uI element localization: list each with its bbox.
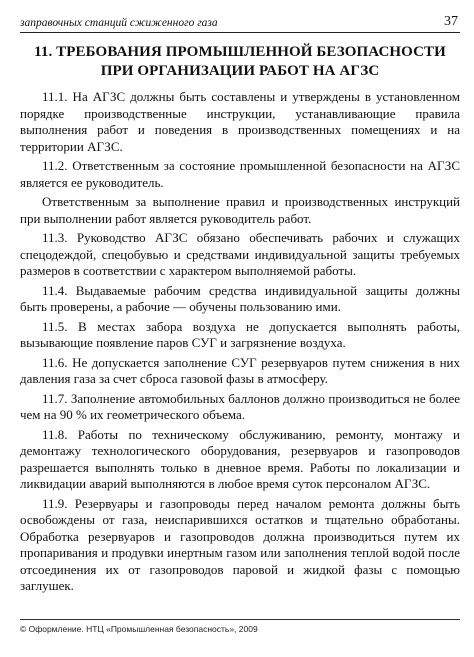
paragraph-11-2: 11.2. Ответственным за состояние промышленной безопасности на АГЗС является ее руководитель. <box>20 158 460 190</box>
paragraph-11-7: 11.7. Заполнение автомобильных баллонов должно производиться не более чем на 90 % их геометрического объема. <box>20 390 460 422</box>
paragraph-11-5: 11.5. В местах забора воздуха не допускается выполнять работы, вызывающие появление паров СУГ и загрязнение воздуха. <box>20 318 460 350</box>
document-page <box>20 10 460 650</box>
footer-divider <box>20 619 460 620</box>
section-title-line-1: 11. ТРЕБОВАНИЯ ПРОМЫШЛЕННОЙ БЕЗОПАСНОСТИ <box>34 44 446 60</box>
paragraph-11-6: 11.6. Не допускается заполнение СУГ резервуаров путем снижения в них давления газа за счет сброса газовой фазы в атмосферу. <box>20 354 460 386</box>
paragraph-11-1: 11.1. На АГЗС должны быть составлены и утверждены в установленном порядке производственные инструкции, устанавливающие правила выполнения работ и поведения в производственных помещениях и на территории АГЗС. <box>20 89 460 154</box>
paragraph-11-9: 11.9. Резервуары и газопроводы перед началом ремонта должны быть освобождены от газа, неиспарившихся остатков и тщательно обработаны. Обработка резервуаров и газопроводов должна производиться путем их пропаривания и продувки инертным газом или заполнения теплой водой после отсоединения их от газопроводов паровой и жидкой фазы с помощью заглушек. <box>20 495 460 593</box>
paragraph-11-8: 11.8. Работы по техническому обслуживанию, ремонту, монтажу и демонтажу технологического оборудования, резервуаров и газопроводов разрешается выполнять только в дневное время. Работы по локализации и ликвидации аварий выполняются в любое время суток персоналом АГЗС. <box>20 426 460 491</box>
footer-copyright: © Оформление. НТЦ «Промышленная безопасность», 2009 <box>20 624 258 634</box>
running-title: заправочных станций сжиженного газа <box>20 17 218 29</box>
paragraph-11-4: 11.4. Выдаваемые рабочим средства индивидуальной защиты должны быть проверены, а рабочие — обучены пользованию ими. <box>20 282 460 314</box>
body-text <box>20 89 460 595</box>
paragraph-11-3: 11.3. Руководство АГЗС обязано обеспечивать рабочих и служащих спецодеждой, спецобувью и средствами индивидуальной защиты требуемых размеров в соответствии с характером выполняемой работы. <box>20 230 460 278</box>
running-header <box>20 10 460 33</box>
section-title-line-2: ПРИ ОРГАНИЗАЦИИ РАБОТ НА АГЗС <box>100 63 380 79</box>
paragraph-responsible: Ответственным за выполнение правил и производственных инструкций при выполнении работ является руководитель работ. <box>20 194 460 226</box>
section-title <box>20 43 460 81</box>
page-number: 37 <box>444 14 458 29</box>
